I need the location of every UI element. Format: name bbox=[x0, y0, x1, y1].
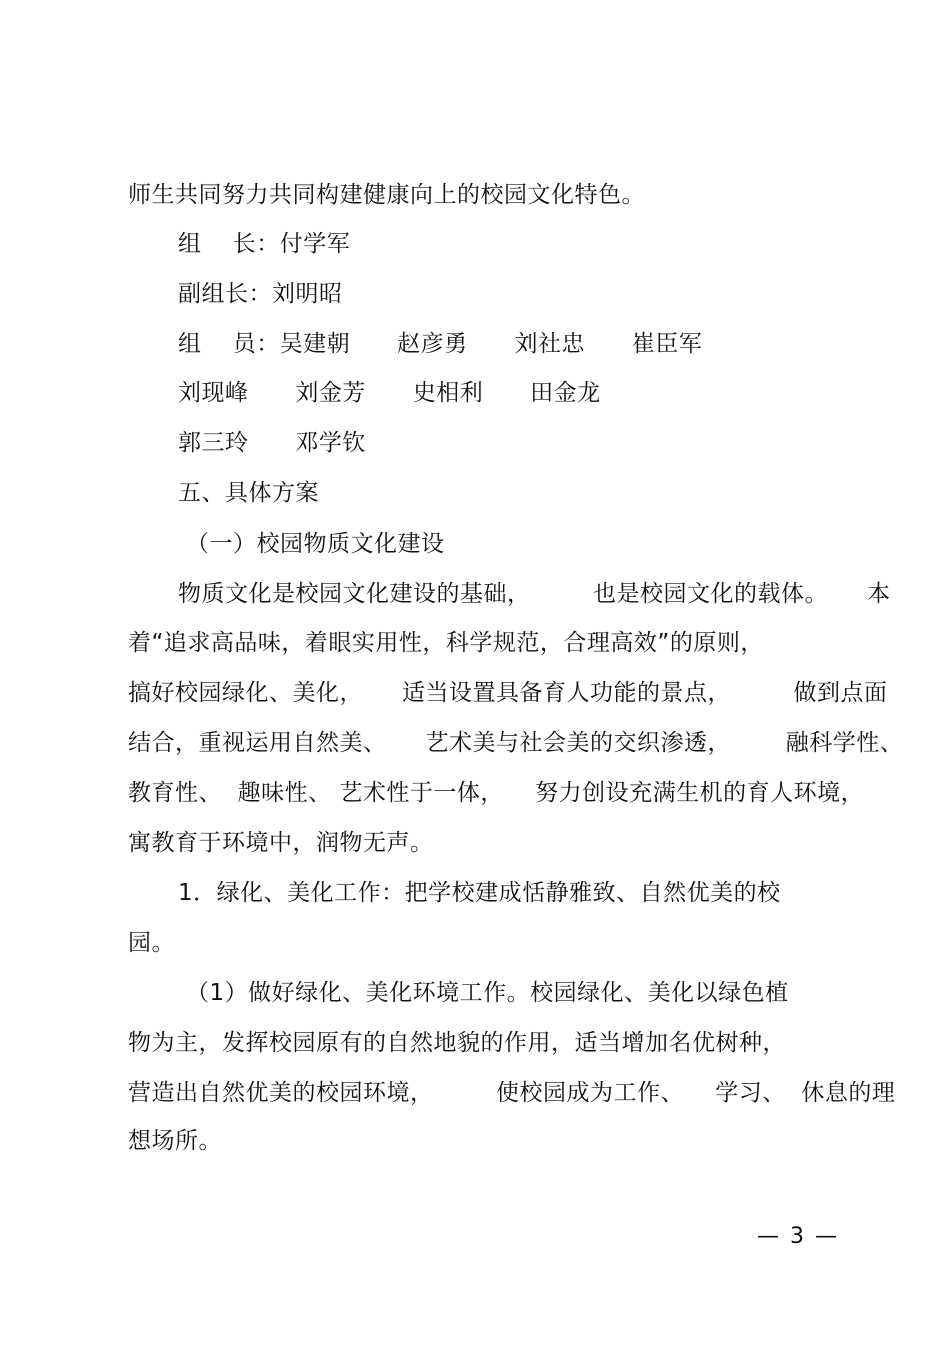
text-line-members: 组 员：吴建朝 赵彦勇 刘社忠 崔臣军 bbox=[178, 331, 703, 357]
paragraph-line-1: 物质文化是校园文化建设的基础， 也是校园文化的载体。 本 bbox=[178, 581, 891, 607]
text-line-group-leader: 组 长：付学军 bbox=[178, 231, 351, 257]
section-heading: 五、具体方案 bbox=[178, 480, 319, 506]
item-heading-1: 1．绿化、美化工作：把学校建成恬静雅致、自然优美的校 bbox=[178, 880, 781, 906]
paragraph-line-5: 教育性、 趣味性、 艺术性于一体， 努力创设充满生机的育人环境， bbox=[128, 780, 865, 806]
subsection-heading: （一）校园物质文化建设 bbox=[186, 531, 445, 557]
sub-item-line-4: 想场所。 bbox=[128, 1128, 222, 1154]
sub-item-line-3: 营造出自然优美的校园环境， 使校园成为工作、 学习、 休息的理 bbox=[128, 1080, 896, 1106]
item-heading-1-cont: 园。 bbox=[128, 930, 175, 956]
text-line-members-3: 郭三玲 邓学钦 bbox=[178, 430, 366, 456]
sub-item-line-2: 物为主，发挥校园原有的自然地貌的作用，适当增加名优树种， bbox=[128, 1030, 786, 1056]
paragraph-line-6: 寓教育于环境中，润物无声。 bbox=[128, 830, 434, 856]
text-line-1: 师生共同努力共同构建健康向上的校园文化特色。 bbox=[128, 182, 645, 208]
paragraph-line-2: 着“追求高品味，着眼实用性，科学规范，合理高效”的原则， bbox=[128, 630, 764, 656]
text-line-deputy-leader: 副组长：刘明昭 bbox=[178, 281, 343, 307]
paragraph-line-4: 结合，重视运用自然美、 艺术美与社会美的交织渗透， 融科学性、 bbox=[128, 730, 904, 756]
text-line-members-2: 刘现峰 刘金芳 史相利 田金龙 bbox=[178, 380, 601, 406]
sub-item-line-1: （1）做好绿化、美化环境工作。校园绿化、美化以绿色植 bbox=[186, 980, 789, 1006]
page-number: — 3 — bbox=[757, 1224, 839, 1249]
paragraph-line-3: 搞好校园绿化、美化， 适当设置具备育人功能的景点， 做到点面 bbox=[128, 680, 888, 706]
